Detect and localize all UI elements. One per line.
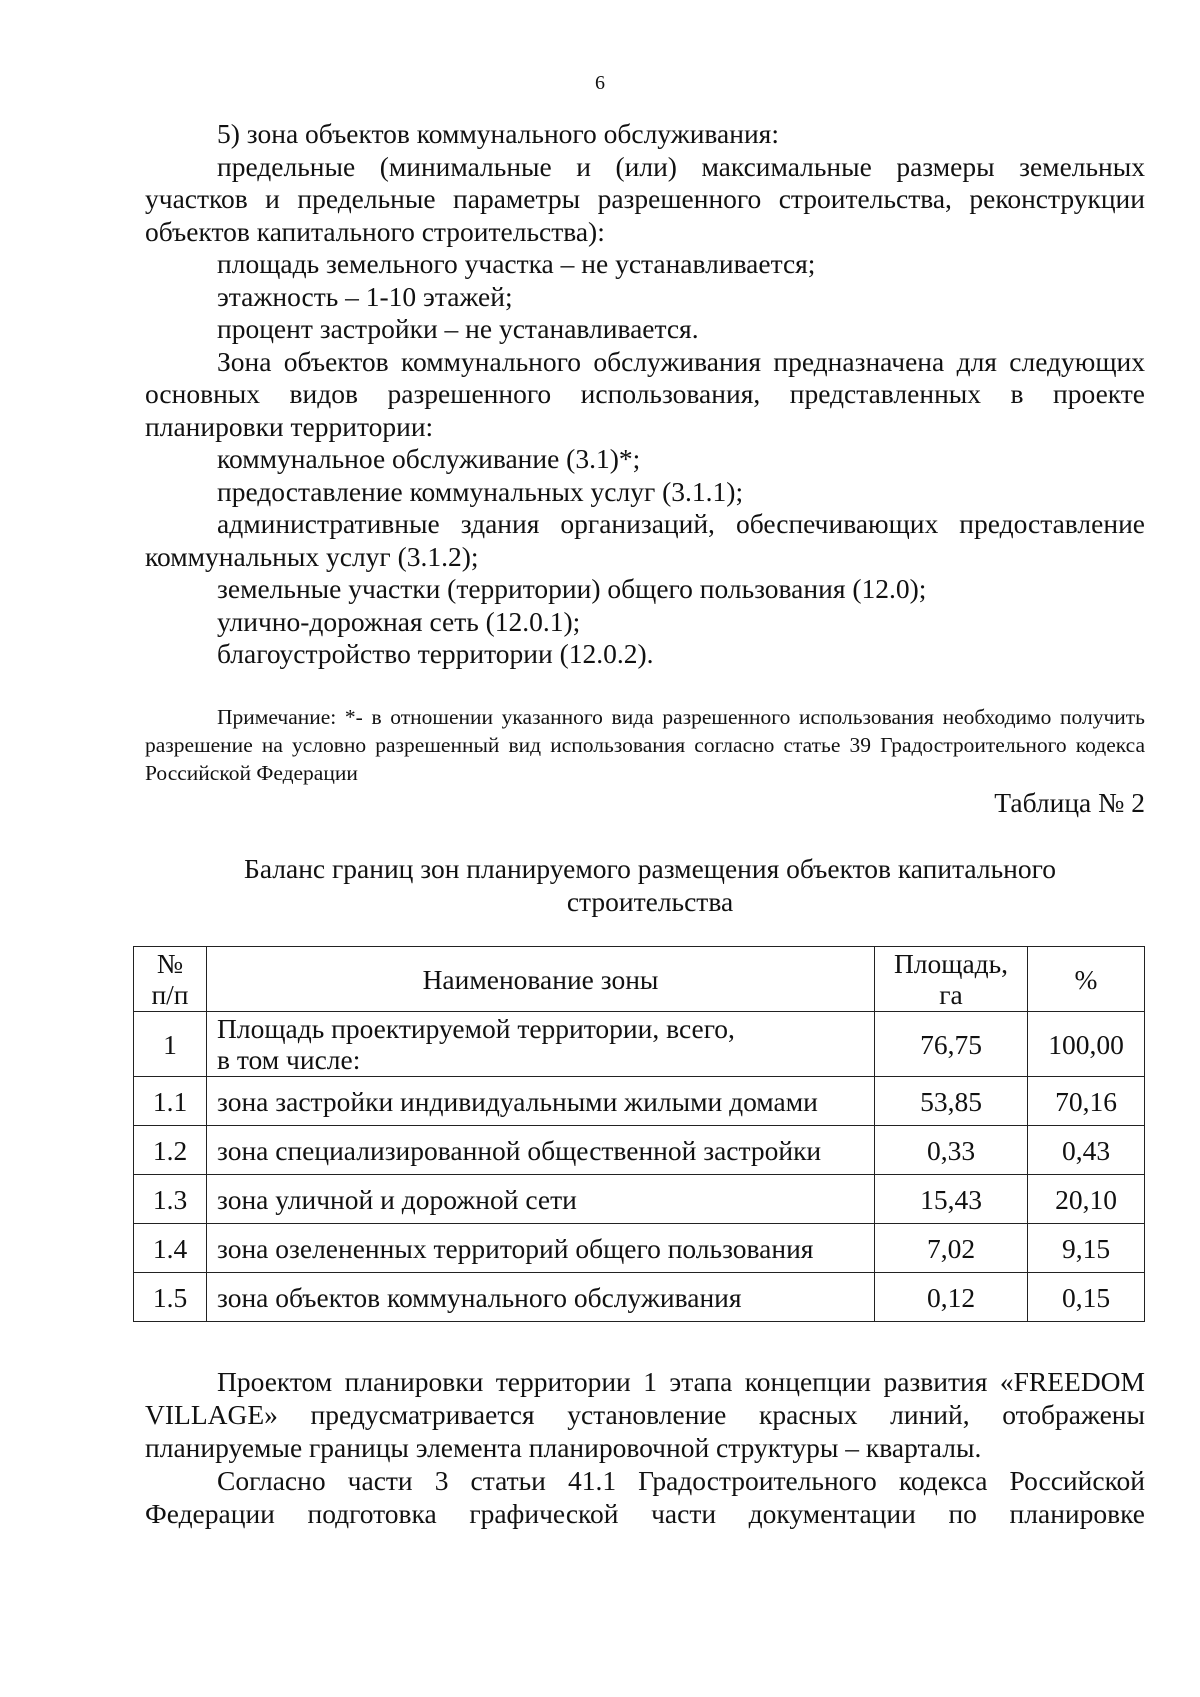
param-coverage: процент застройки – не устанавливается. [217, 313, 699, 344]
header-num-line2: п/п [151, 979, 189, 1010]
zone-heading: 5) зона объектов коммунального обслуживания: [217, 118, 779, 149]
cell-area: 76,75 [875, 1012, 1028, 1077]
cell-num: 1.4 [134, 1224, 207, 1273]
cell-name: зона объектов коммунального обслуживания [207, 1273, 875, 1322]
cell-name-line1: Площадь проектируемой территории, всего, [217, 1013, 735, 1044]
cell-num: 1.2 [134, 1126, 207, 1175]
code-reference-paragraph: Согласно части 3 статьи 41.1 Градостроительного кодекса Российской Федерации подготовка графической части документации по планировке [145, 1465, 1145, 1529]
cell-area: 15,43 [875, 1175, 1028, 1224]
cell-name [207, 1012, 875, 1077]
header-num [134, 947, 207, 1012]
table-row [134, 1126, 1145, 1175]
table-row [134, 1175, 1145, 1224]
use-item: благоустройство территории (12.0.2). [217, 638, 654, 669]
table-row [134, 1273, 1145, 1322]
cell-percent: 9,15 [1028, 1224, 1145, 1273]
cell-percent: 0,15 [1028, 1273, 1145, 1322]
cell-percent: 0,43 [1028, 1126, 1145, 1175]
table-title: Баланс границ зон планируемого размещения объектов капитального строительства [244, 853, 1056, 917]
cell-percent: 20,10 [1028, 1175, 1145, 1224]
cell-num: 1.3 [134, 1175, 207, 1224]
page-number: 6 [595, 72, 605, 94]
footnote: Примечание: *- в отношении указанного вида разрешенного использования необходимо получить разрешение на условно разрешенный вид использования согласно статье 39 Градостроительного кодекса Российской Федерации [145, 705, 1145, 785]
table-label: Таблица № 2 [994, 787, 1145, 818]
header-percent: % [1028, 947, 1145, 1012]
use-item: земельные участки (территории) общего пользования (12.0); [217, 573, 927, 604]
param-area: площадь земельного участка – не устанавливается; [217, 248, 816, 279]
use-item: предоставление коммунальных услуг (3.1.1); [217, 475, 744, 507]
cell-name-line2: в том числе: [217, 1044, 361, 1075]
param-floors: этажность – 1-10 этажей; [217, 280, 513, 312]
use-item: административные здания организаций, обеспечивающих предоставление коммунальных услуг (3.1.2); [145, 508, 1145, 572]
zone-balance-table [133, 946, 1145, 1322]
use-item: улично-дорожная сеть (12.0.1); [217, 605, 581, 637]
header-area-line1: Площадь, [893, 948, 1009, 979]
cell-area: 0,12 [875, 1273, 1028, 1322]
header-name: Наименование зоны [207, 947, 875, 1012]
table-row [134, 1077, 1145, 1126]
cell-name: зона уличной и дорожной сети [207, 1175, 875, 1224]
cell-area: 53,85 [875, 1077, 1028, 1126]
purpose-paragraph: Зона объектов коммунального обслуживания предназначена для следующих основных видов разрешенного использования, представленных в проекте планировки территории: [145, 345, 1145, 442]
table-row [134, 1224, 1145, 1273]
cell-percent: 100,00 [1028, 1012, 1145, 1077]
header-area-line2: га [939, 979, 963, 1010]
table-header-row [134, 947, 1145, 1012]
red-lines-paragraph: Проектом планировки территории 1 этапа концепции развития «FREEDOM VILLAGE» предусматривается установление красных линий, отображены планируемые границы элемента планировочной структуры – кварталы. [145, 1366, 1145, 1463]
cell-area: 0,33 [875, 1126, 1028, 1175]
cell-area: 7,02 [875, 1224, 1028, 1273]
zone-section [145, 118, 1145, 671]
table-row-total [134, 1012, 1145, 1077]
cell-percent: 70,16 [1028, 1077, 1145, 1126]
cell-num: 1 [134, 1012, 207, 1077]
cell-name: зона озелененных территорий общего пользования [207, 1224, 875, 1273]
limits-intro: предельные (минимальные и (или) максимальные размеры земельных участков и предельные параметры разрешенного строительства, реконструкции объектов капитального строительства): [145, 150, 1145, 247]
bottom-section [145, 1365, 1145, 1530]
cell-num: 1.1 [134, 1077, 207, 1126]
cell-num: 1.5 [134, 1273, 207, 1322]
cell-name: зона специализированной общественной застройки [207, 1126, 875, 1175]
use-item: коммунальное обслуживание (3.1)*; [217, 443, 641, 474]
header-area [875, 947, 1028, 1012]
header-num-line1: № [156, 948, 184, 979]
cell-name: зона застройки индивидуальными жилыми домами [207, 1077, 875, 1126]
